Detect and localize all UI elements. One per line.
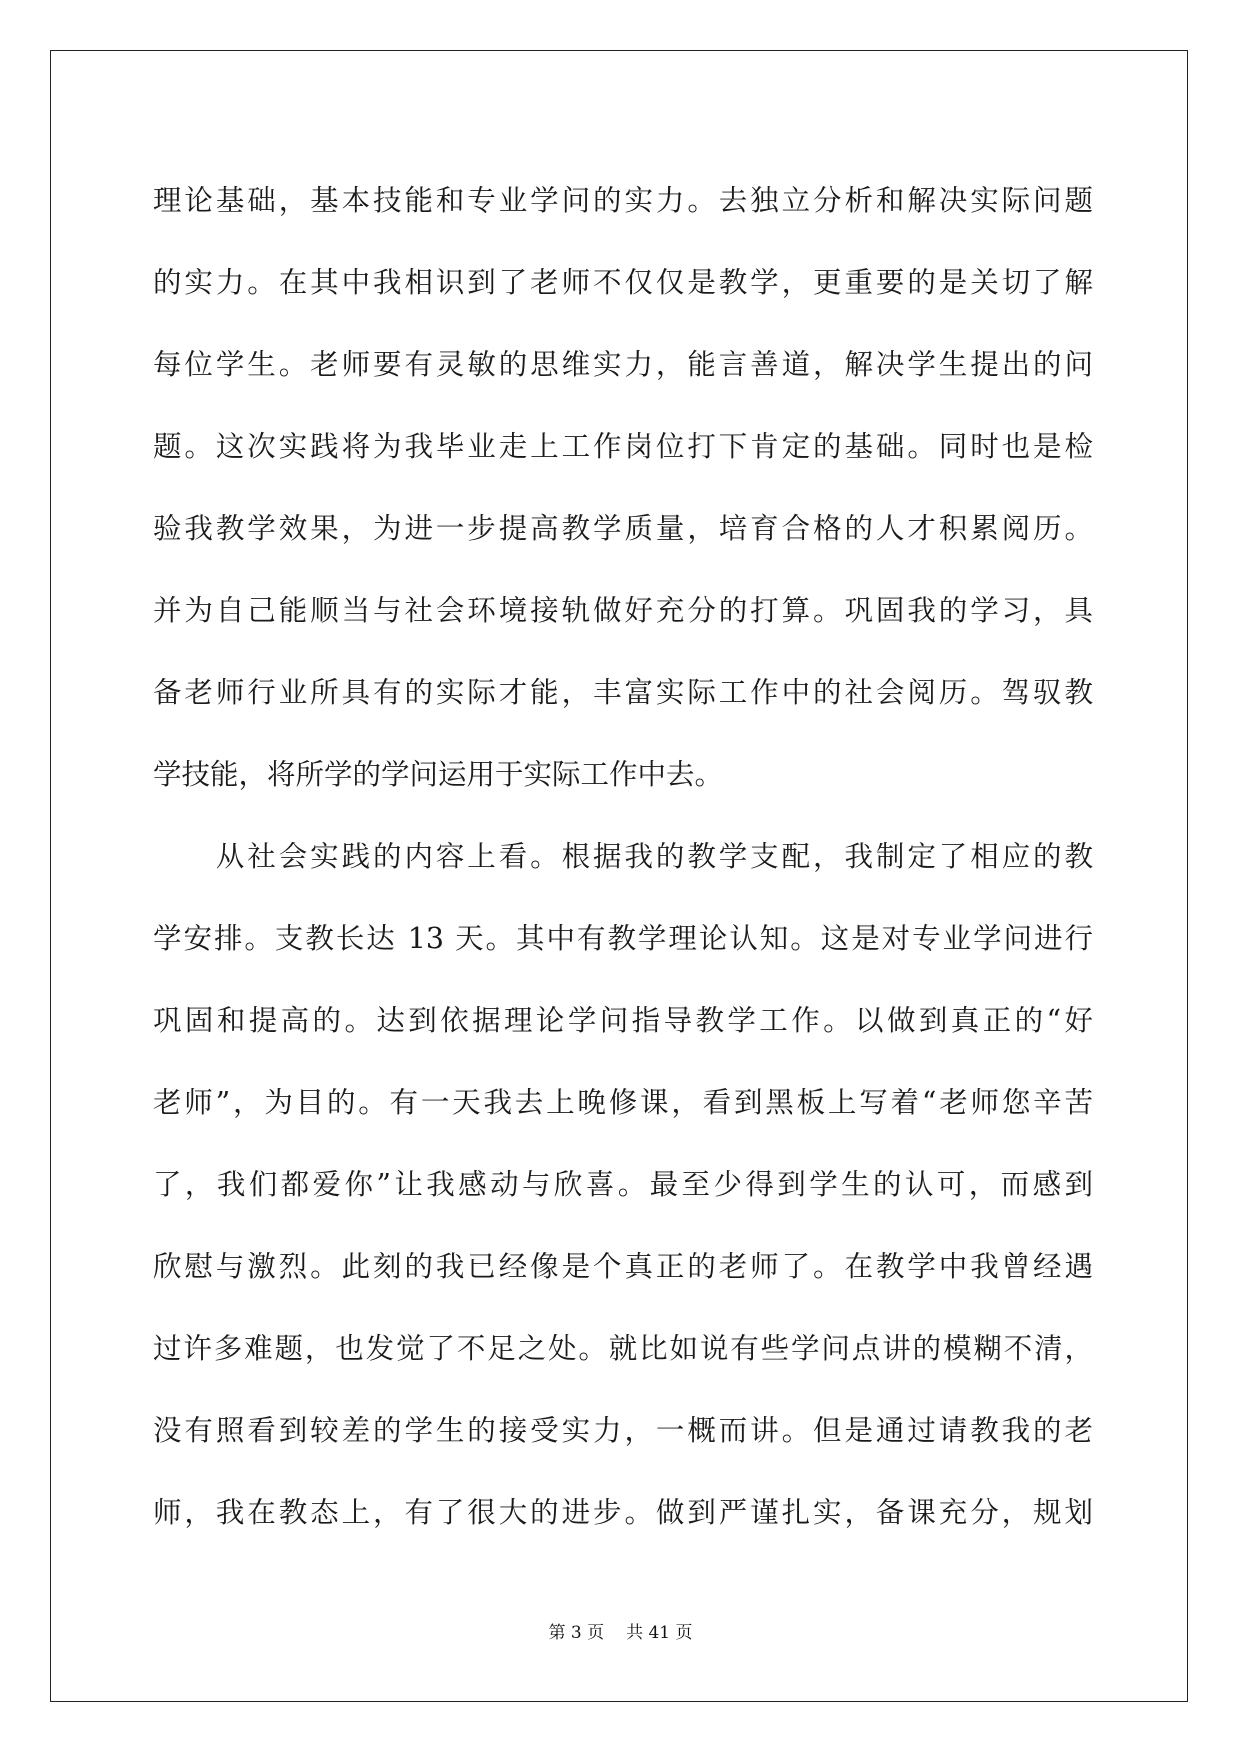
text-line: 师，我在教态上，有了很大的进步。做到严谨扎实，备课充分，规划	[153, 1496, 1093, 1529]
text-line: 理论基础，基本技能和专业学问的实力。去独立分析和解决实际问题	[153, 184, 1093, 217]
text-line: 学技能，将所学的学问运用于实际工作中去。	[153, 758, 724, 791]
text-line: 学安排。支教长达 13 天。其中有教学理论认知。这是对专业学问进行	[153, 922, 1093, 955]
text-line: 的实力。在其中我相识到了老师不仅仅是教学，更重要的是关切了解	[153, 266, 1093, 299]
paragraph-start-line: 从社会实践的内容上看。根据我的教学支配，我制定了相应的教	[153, 840, 1093, 873]
text-line: 老师”，为目的。有一天我去上晚修课，看到黑板上写着“老师您辛苦	[153, 1086, 1093, 1119]
page-number: 第 3 页	[548, 1623, 605, 1643]
page-footer	[0, 1618, 1241, 1643]
text-line: 验我教学效果，为进一步提高教学质量，培育合格的人才积累阅历。	[153, 512, 1093, 545]
text-line: 没有照看到较差的学生的接受实力，一概而讲。但是通过请教我的老	[153, 1414, 1093, 1447]
document-body	[153, 160, 1093, 1554]
text-line: 题。这次实践将为我毕业走上工作岗位打下肯定的基础。同时也是检	[153, 430, 1093, 463]
text-line: 过许多难题，也发觉了不足之处。就比如说有些学问点讲的模糊不清，	[153, 1332, 1093, 1365]
text-line: 欣慰与激烈。此刻的我已经像是个真正的老师了。在教学中我曾经遇	[153, 1250, 1093, 1283]
page-total: 共 41 页	[626, 1623, 693, 1643]
text-line: 备老师行业所具有的实际才能，丰富实际工作中的社会阅历。驾驭教	[153, 676, 1093, 709]
text-line: 巩固和提高的。达到依据理论学问指导教学工作。以做到真正的“好	[153, 1004, 1093, 1037]
text-line: 并为自己能顺当与社会环境接轨做好充分的打算。巩固我的学习，具	[153, 594, 1093, 627]
text-line: 了，我们都爱你”让我感动与欣喜。最至少得到学生的认可，而感到	[153, 1168, 1093, 1201]
text-line: 每位学生。老师要有灵敏的思维实力，能言善道，解决学生提出的问	[153, 348, 1093, 381]
